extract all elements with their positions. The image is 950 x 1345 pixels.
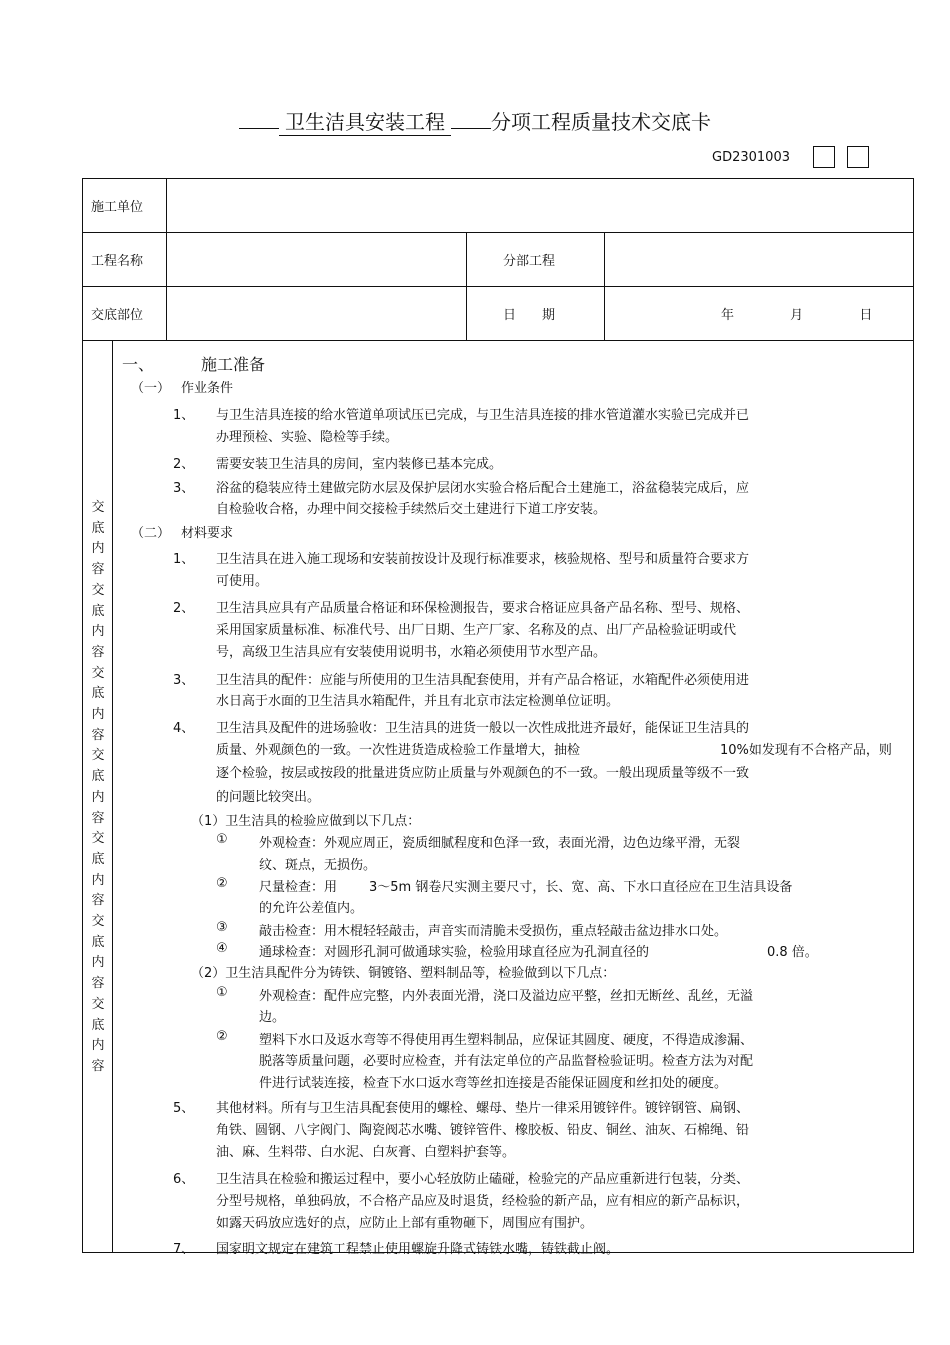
item-text: 水日高于水面的卫生洁具水箱配件，并且有北京市法定检测单位证明。 <box>216 694 620 709</box>
item-text: 质量、外观颜色的一致。一次性进货造成检验工作量增大，抽检 <box>216 743 581 758</box>
item-number: 5、 <box>173 1101 195 1116</box>
side-label: 交底内容交底内容交底内容交底内容交底内容交底内容交底内容 <box>91 500 105 1074</box>
circled-number: ② <box>216 876 228 891</box>
item-text: 卫生洁具的配件：应能与所使用的卫生洁具配套使用，并有产品合格证，水箱配件必须使用进 <box>216 673 750 688</box>
item-number: 2、 <box>173 457 195 472</box>
item-text: 其他材料。所有与卫生洁具配套使用的螺栓、螺母、垫片一律采用镀锌件。镀锌钢管、扁钢、 <box>216 1101 750 1116</box>
item-text: 卫生洁具及配件的进场验收：卫生洁具的进货一般以一次性成批进齐最好，能保证卫生洁具的 <box>216 721 750 736</box>
item-text: 国家明文规定在建筑工程禁止使用螺旋升降式铸铁水嘴，铸铁截止阀。 <box>216 1242 620 1257</box>
item-number: 3、 <box>173 673 195 688</box>
section-heading: 施工准备 <box>201 355 266 374</box>
item-text: 需要安装卫生洁具的房间，室内装修已基本完成。 <box>216 457 503 472</box>
date-year: 年 <box>721 308 735 323</box>
sub-item-text: 尺量检查：用 <box>259 880 338 895</box>
sub-item-text: 通球检查：对圆形孔洞可做通球实验，检验用球直径应为孔洞直径的 <box>259 945 650 960</box>
subsection-number: （一） <box>131 381 171 396</box>
sub-item-text: 纹、斑点，无损伤。 <box>259 858 377 873</box>
item-text: 油、麻、生料带、白水泥、白灰膏、白塑料护套等。 <box>216 1145 516 1160</box>
subsection-number: （二） <box>131 526 171 541</box>
unit-value[interactable] <box>167 179 914 233</box>
circled-number: ② <box>216 1029 228 1044</box>
checkbox-1[interactable] <box>813 146 835 168</box>
circled-number: ③ <box>216 920 228 935</box>
subproject-value[interactable] <box>605 233 914 287</box>
sub-item-heading: （2）卫生洁具配件分为铸铁、铜镀铬、塑料制品等，检验做到以下几点： <box>191 966 616 981</box>
title-suffix: 分项工程质量技术交底卡 <box>491 110 711 134</box>
sub-item-text: 件进行试装连接，检查下水口返水弯等丝扣连接是否能保证圆度和丝扣处的硬度。 <box>259 1076 728 1091</box>
unit-label: 施工单位 <box>83 179 167 233</box>
date-day: 日 <box>859 308 873 323</box>
sub-item-text: 的允许公差值内。 <box>259 901 364 916</box>
item-text: 的问题比较突出。 <box>216 790 321 805</box>
item-text: 卫生洁具在检验和搬运过程中，要小心轻放防止磕碰，检验完的产品应重新进行包装，分类、 <box>216 1172 750 1187</box>
content-body <box>113 340 913 1257</box>
sub-item-heading: （1）卫生洁具的检验应做到以下几点： <box>191 814 421 829</box>
info-table <box>82 178 914 341</box>
item-text: 卫生洁具应具有产品质量合格证和环保检测报告，要求合格证应具备产品名称、型号、规格、 <box>216 601 750 616</box>
sub-item-text: 外观检查：外观应周正，瓷质细腻程度和色泽一致，表面光滑，边色边缘平滑，无裂 <box>259 836 741 851</box>
checkbox-2[interactable] <box>847 146 869 168</box>
item-text: 卫生洁具在进入施工现场和安装前按设计及现行标准要求，核验规格、型号和质量符合要求方 <box>216 552 750 567</box>
item-text: 办理预检、实验、隐检等手续。 <box>216 430 399 445</box>
side-label-column <box>83 340 113 1252</box>
item-number: 6、 <box>173 1172 195 1187</box>
circled-number: ① <box>216 832 228 847</box>
title-project-name: 卫生洁具安装工程 <box>279 106 451 136</box>
circled-number: ① <box>216 985 228 1000</box>
subsection-heading: 作业条件 <box>181 381 234 396</box>
sub-item-text: 敲击检查：用木棍轻轻敲击，声音实而清脆未受损伤，重点轻敲击盆边排水口处。 <box>259 924 728 939</box>
item-text: 自检验收合格，办理中间交接检手续然后交土建进行下道工序安装。 <box>216 502 607 517</box>
date-month: 月 <box>790 308 804 323</box>
item-number: 7、 <box>173 1242 195 1257</box>
sub-item-text: 脱落等质量问题，必要时应检查，并有法定单位的产品监督检验证明。检查方法为对配 <box>259 1054 754 1069</box>
circled-number: ④ <box>216 941 228 956</box>
title-underline-left <box>239 128 279 129</box>
sub-item-text: 塑料下水口及返水弯等不得使用再生塑料制品，应保证其圆度、硬度，不得造成渗漏、 <box>259 1033 754 1048</box>
item-number: 3、 <box>173 481 195 496</box>
sub-item-text: 外观检查：配件应完整，内外表面光滑，浇口及溢边应平整，丝扣无断丝、乱丝，无溢 <box>259 989 754 1004</box>
part-label: 交底部位 <box>83 287 167 341</box>
date-value[interactable] <box>605 287 914 341</box>
document-title <box>0 106 950 136</box>
subsection-heading: 材料要求 <box>181 526 234 541</box>
part-value[interactable] <box>167 287 467 341</box>
sub-item-text: 0.8 倍。 <box>767 945 818 960</box>
section-number: 一、 <box>122 355 155 374</box>
form-code: GD2301003 <box>712 150 790 165</box>
project-label: 工程名称 <box>83 233 167 287</box>
item-text: 号，高级卫生洁具应有安装使用说明书，水箱必须使用节水型产品。 <box>216 645 607 660</box>
item-text: 10%如发现有不合格产品，则 <box>720 743 892 758</box>
sub-item-text: 边。 <box>259 1010 286 1025</box>
item-text: 采用国家质量标准、标准代号、出厂日期、生产厂家、名称及的点、出厂产品检验证明或代 <box>216 623 737 638</box>
item-text: 角铁、圆钢、八字阀门、陶瓷阀芯水嘴、镀锌管件、橡胶板、铅皮、铜丝、油灰、石棉绳、铅 <box>216 1123 750 1138</box>
title-underline-right <box>451 128 491 129</box>
content-section <box>82 340 914 1257</box>
item-number: 1、 <box>173 408 195 423</box>
sub-item-text: 3～5m 钢卷尺实测主要尺寸，长、宽、高、下水口直径应在卫生洁具设备 <box>369 880 793 895</box>
date-label: 日 期 <box>467 287 605 341</box>
item-text: 可使用。 <box>216 574 269 589</box>
project-value[interactable] <box>167 233 467 287</box>
subproject-label: 分部工程 <box>467 233 605 287</box>
item-text: 与卫生洁具连接的给水管道单项试压已完成，与卫生洁具连接的排水管道灌水实验已完成并已 <box>216 408 750 423</box>
item-number: 4、 <box>173 721 195 736</box>
item-text: 逐个检验，按层或按段的批量进货应防止质量与外观颜色的不一致。一般出现质量等级不一致 <box>216 766 750 781</box>
item-number: 2、 <box>173 601 195 616</box>
item-text: 浴盆的稳装应待土建做完防水层及保护层闭水实验合格后配合土建施工，浴盆稳装完成后，应 <box>216 481 750 496</box>
item-number: 1、 <box>173 552 195 567</box>
item-text: 分型号规格，单独码放，不合格产品应及时退货，经检验的新产品，应有相应的新产品标识， <box>216 1194 750 1209</box>
item-text: 如露天码放应选好的点，应防止上部有重物砸下，周围应有围护。 <box>216 1216 594 1231</box>
